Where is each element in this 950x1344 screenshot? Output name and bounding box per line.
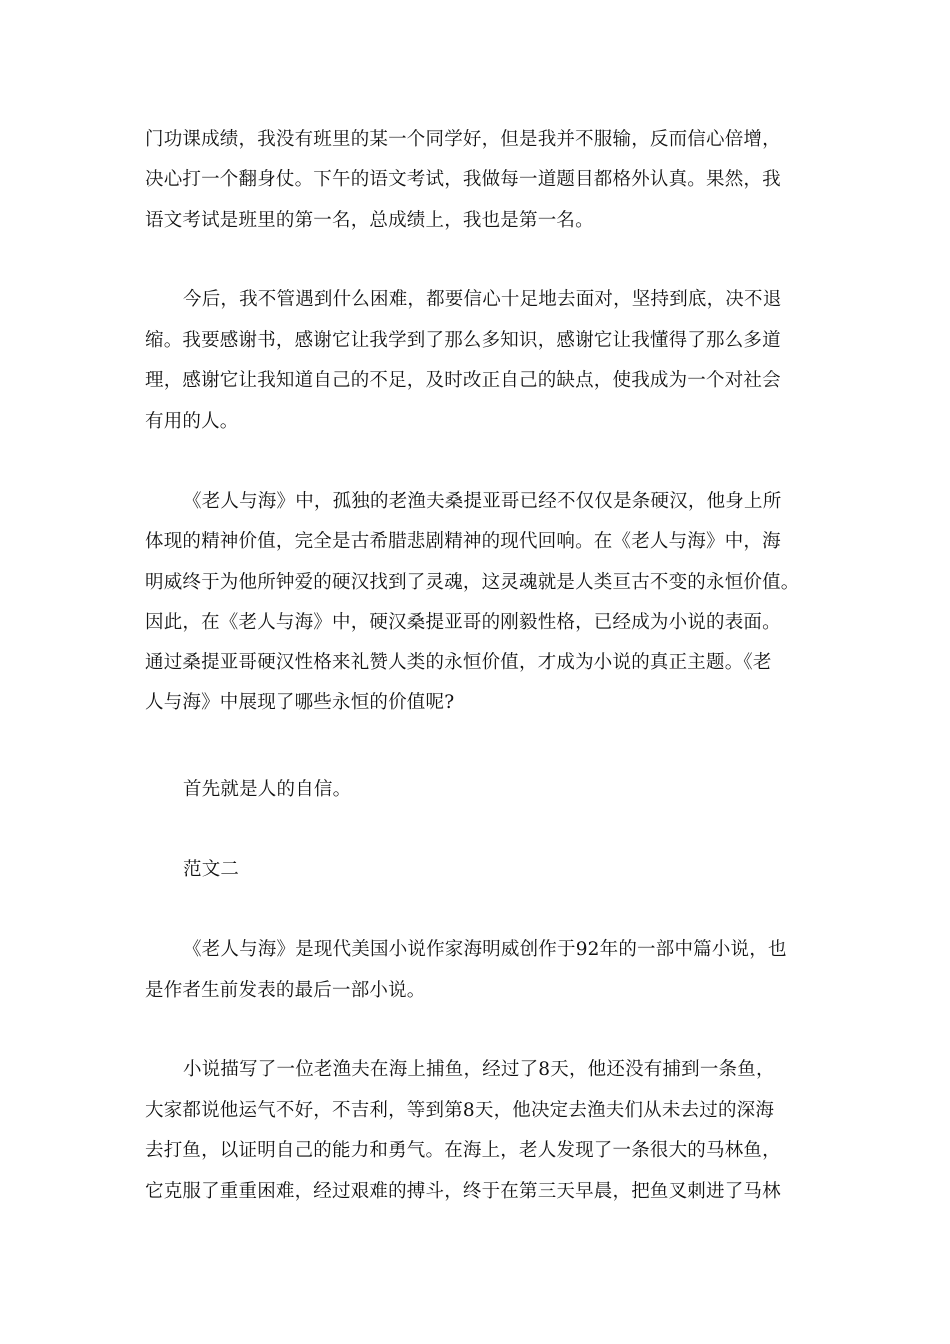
text-line: 有用的人。 <box>145 411 239 432</box>
text-line: 首先就是人的自信。 <box>183 779 352 800</box>
text-line: 理，感谢它让我知道自己的不足，及时改正自己的缺点，使我成为一个对社会 <box>145 370 781 391</box>
text-line: 大家都说他运气不好，不吉利，等到第8天，他决定去渔夫们从未去过的深海 <box>145 1100 775 1121</box>
text-line: 人与海》中展现了哪些永恒的价值呢? <box>145 692 455 713</box>
text-line: 明威终于为他所钟爱的硬汉找到了灵魂，这灵魂就是人类亘古不变的永恒价值。 <box>145 572 800 593</box>
text-line: 去打鱼，以证明自己的能力和勇气。在海上，老人发现了一条很大的马林鱼， <box>145 1140 781 1161</box>
text-line: 体现的精神价值，完全是古希腊悲剧精神的现代回响。在《老人与海》中，海 <box>145 531 781 552</box>
text-line: 小说描写了一位老渔夫在海上捕鱼，经过了8天，他还没有捕到一条鱼， <box>183 1059 775 1080</box>
text-line: 《老人与海》中，孤独的老渔夫桑提亚哥已经不仅仅是条硬汉，他身上所 <box>183 491 782 512</box>
text-line: 决心打一个翻身仗。下午的语文考试，我做每一道题目都格外认真。果然，我 <box>145 169 781 190</box>
text-line: 它克服了重重困难，经过艰难的搏斗，终于在第三天早晨，把鱼叉刺进了马林 <box>145 1181 781 1202</box>
text-line: 通过桑提亚哥硬汉性格来礼赞人类的永恒价值，才成为小说的真正主题。《老 <box>145 652 772 673</box>
text-line: 门功课成绩，我没有班里的某一个同学好，但是我并不服输，反而信心倍增， <box>145 129 781 150</box>
text-line: 因此，在《老人与海》中，硬汉桑提亚哥的刚毅性格，已经成为小说的表面。 <box>145 612 781 633</box>
text-line: 语文考试是班里的第一名，总成绩上，我也是第一名。 <box>145 210 594 231</box>
section-heading: 范文二 <box>183 859 240 880</box>
text-line: 缩。我要感谢书，感谢它让我学到了那么多知识，感谢它让我懂得了那么多道 <box>145 330 781 351</box>
text-line: 今后，我不管遇到什么困难，都要信心十足地去面对，坚持到底，决不退 <box>183 289 782 310</box>
text-line: 是作者生前发表的最后一部小说。 <box>145 980 426 1001</box>
text-line: 《老人与海》是现代美国小说作家海明威创作于92年的一部中篇小说，也 <box>183 939 787 960</box>
